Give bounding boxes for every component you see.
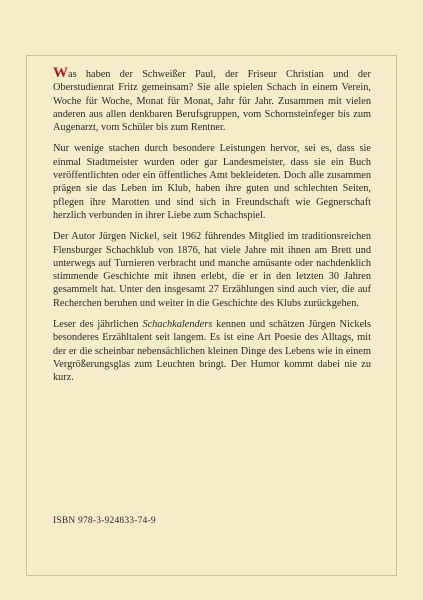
paragraph-2: Nur wenige stachen durch besondere Leistungen hervor, sei es, dass sie einmal Stadtmeister wurden oder gar Landesmeister, dass sie ein Buch veröffentlichten oder ein öffentliches Amt bekleideten. Doch alle zusammen prägen sie das Leben im Klub, haben ihre guten und schlechten Seiten, pflegen ihre Marotten und sind sich in Freundschaft wie Gegnerschaft herzlich verbunden in ihrer Liebe zum Schachspiel. bbox=[53, 143, 371, 221]
paragraph-4-end: kennen und schätzen Jürgen Nickels besonderes Erzähltalent seit langem. Es ist eine Art Poesie des Alltags, mit der er die scheinbar nebensächlichen kleinen Dinge des Lebens wie in einem Vergrößerungsglas zum Leuchten bringt. Der Humor kommt dabei nie zu kurz. bbox=[53, 319, 372, 384]
blurb-text bbox=[53, 65, 372, 393]
paragraph-4 bbox=[53, 318, 371, 384]
book-title-italic: Schachkalenders bbox=[142, 319, 213, 331]
paragraph-3: Der Autor Jürgen Nickel, seit 1962 führendes Mitglied im traditionsreichen Flensburger Schachklub von 1876, hat viele Jahre mit ihnen am Brett und unterwegs auf Turnieren verbracht und manche amüsante oder nachdenklich stimmende Geschichte mit ihnen erlebt, die er in den letzten 30 Jahren gesammelt hat. Unter den insgesamt 27 Erzählungen sind auch vier, die auf Recherchen beruhen und weiter in die Geschichte des Klubs zurückgehen. bbox=[53, 231, 371, 309]
paragraph-1 bbox=[53, 65, 371, 134]
drop-cap: W bbox=[53, 65, 68, 81]
isbn-number: ISBN 978-3-924833-74-9 bbox=[53, 516, 156, 526]
paragraph-1-text: as haben der Schweißer Paul, der Friseur Christian und der Oberstudienrat Fritz gemeinsam? Sie alle spielen Schach in einem Verein, Woche für Woche, Monat für Monat, Jahr für Jahr. Zusammen mit vielen anderen aus allen denkbaren Berufsgruppen, vom Schornsteinfeger bis zum Augenarzt, vom Schüler bis zum Rentner. bbox=[53, 69, 371, 134]
paragraph-4-start: Leser des jährlichen bbox=[53, 319, 143, 331]
